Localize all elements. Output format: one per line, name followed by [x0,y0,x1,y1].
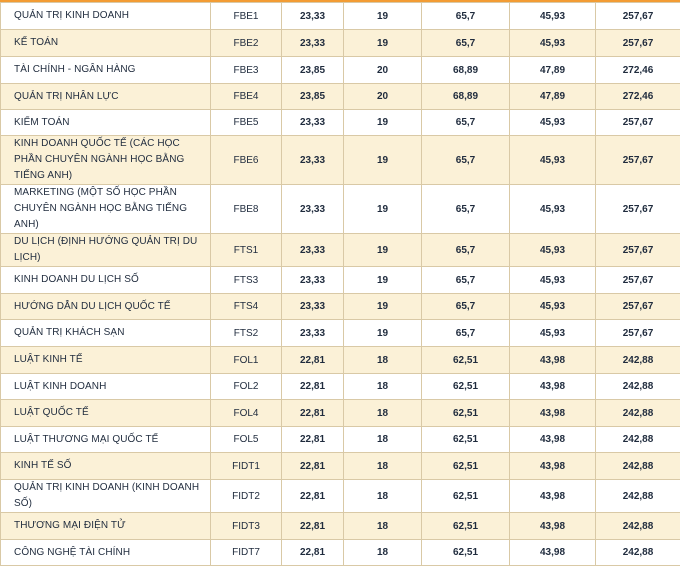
table-row [1,57,680,84]
score-cell-5: 257,67 [596,110,680,136]
score-cell-2: 19 [344,136,422,185]
major-code-cell: FBE8 [211,185,282,234]
score-cell-5: 257,67 [596,136,680,185]
score-cell-5: 257,67 [596,267,680,294]
table-row [1,400,680,427]
table-row [1,110,680,136]
score-cell-4: 43,98 [510,453,596,480]
score-cell-5: 272,46 [596,57,680,84]
score-cell-5: 242,88 [596,453,680,480]
score-cell-5: 257,67 [596,320,680,347]
score-cell-4: 43,98 [510,540,596,566]
score-cell-1: 23,33 [282,234,344,267]
score-cell-3: 68,89 [422,84,510,110]
score-cell-5: 242,88 [596,374,680,400]
score-cell-1: 23,33 [282,3,344,30]
score-cell-2: 20 [344,57,422,84]
score-cell-4: 45,93 [510,320,596,347]
score-cell-4: 43,98 [510,374,596,400]
score-cell-2: 18 [344,453,422,480]
score-cell-5: 242,88 [596,480,680,513]
major-code-cell: FIDT7 [211,540,282,566]
major-name-cell: HƯỚNG DẪN DU LỊCH QUỐC TẾ [1,294,211,320]
major-code-cell: FIDT1 [211,453,282,480]
score-cell-2: 19 [344,320,422,347]
table-row [1,480,680,513]
score-cell-1: 22,81 [282,427,344,453]
major-code-cell: FTS2 [211,320,282,347]
score-cell-2: 20 [344,84,422,110]
major-name-cell: KẾ TOÁN [1,30,211,57]
table-row [1,234,680,267]
score-cell-5: 272,46 [596,84,680,110]
score-cell-3: 65,7 [422,234,510,267]
score-cell-3: 62,51 [422,453,510,480]
score-cell-1: 22,81 [282,347,344,374]
score-cell-2: 18 [344,374,422,400]
major-name-cell: CÔNG NGHỆ TÀI CHÍNH [1,540,211,566]
score-cell-1: 22,81 [282,513,344,540]
score-cell-1: 23,33 [282,267,344,294]
major-code-cell: FTS1 [211,234,282,267]
score-cell-4: 45,93 [510,185,596,234]
score-cell-1: 22,81 [282,540,344,566]
major-code-cell: FBE4 [211,84,282,110]
score-cell-2: 19 [344,267,422,294]
table-row [1,84,680,110]
table-row [1,513,680,540]
major-code-cell: FIDT2 [211,480,282,513]
score-cell-3: 62,51 [422,347,510,374]
score-cell-2: 19 [344,110,422,136]
score-cell-5: 242,88 [596,400,680,427]
score-cell-2: 19 [344,185,422,234]
score-cell-5: 242,88 [596,513,680,540]
score-cell-3: 65,7 [422,320,510,347]
major-code-cell: FBE1 [211,3,282,30]
major-name-cell: DU LỊCH (ĐỊNH HƯỚNG QUẢN TRỊ DU LỊCH) [1,234,211,267]
score-cell-4: 45,93 [510,267,596,294]
major-code-cell: FOL2 [211,374,282,400]
major-name-cell: KIỂM TOÁN [1,110,211,136]
score-cell-3: 62,51 [422,427,510,453]
score-cell-2: 18 [344,513,422,540]
score-cell-3: 62,51 [422,374,510,400]
table-row [1,320,680,347]
score-cell-3: 65,7 [422,30,510,57]
major-name-cell: LUẬT THƯƠNG MẠI QUỐC TẾ [1,427,211,453]
score-cell-3: 65,7 [422,185,510,234]
major-code-cell: FBE5 [211,110,282,136]
major-code-cell: FBE6 [211,136,282,185]
score-table [0,2,680,566]
score-cell-5: 242,88 [596,427,680,453]
score-cell-1: 23,33 [282,136,344,185]
score-cell-2: 19 [344,234,422,267]
table-row [1,427,680,453]
table-row [1,3,680,30]
score-cell-4: 43,98 [510,480,596,513]
table-row [1,347,680,374]
major-name-cell: TÀI CHÍNH - NGÂN HÀNG [1,57,211,84]
major-code-cell: FBE2 [211,30,282,57]
major-code-cell: FTS3 [211,267,282,294]
major-name-cell: LUẬT QUỐC TẾ [1,400,211,427]
score-cell-4: 43,98 [510,513,596,540]
table-row [1,267,680,294]
major-name-cell: MARKETING (MỘT SỐ HỌC PHẦN CHUYÊN NGÀNH HỌC BẰNG TIẾNG ANH) [1,185,211,234]
table-row [1,185,680,234]
major-name-cell: KINH DOANH DU LỊCH SỐ [1,267,211,294]
score-cell-2: 19 [344,294,422,320]
major-name-cell: QUẢN TRỊ KINH DOANH [1,3,211,30]
score-cell-3: 62,51 [422,480,510,513]
score-cell-4: 45,93 [510,136,596,185]
score-cell-1: 23,33 [282,110,344,136]
score-cell-1: 23,33 [282,30,344,57]
score-cell-2: 18 [344,400,422,427]
score-cell-5: 257,67 [596,185,680,234]
table-row [1,374,680,400]
score-cell-1: 23,85 [282,57,344,84]
table-row [1,30,680,57]
score-cell-1: 23,33 [282,185,344,234]
score-cell-3: 62,51 [422,540,510,566]
major-code-cell: FOL5 [211,427,282,453]
score-cell-1: 22,81 [282,374,344,400]
major-code-cell: FTS4 [211,294,282,320]
score-cell-5: 257,67 [596,294,680,320]
major-name-cell: KINH DOANH QUỐC TẾ (CÁC HỌC PHẦN CHUYÊN NGÀNH HỌC BẰNG TIẾNG ANH) [1,136,211,185]
major-name-cell: LUẬT KINH TẾ [1,347,211,374]
score-cell-3: 65,7 [422,3,510,30]
table-body [1,3,680,566]
score-cell-5: 242,88 [596,540,680,566]
score-cell-2: 18 [344,540,422,566]
score-cell-1: 22,81 [282,453,344,480]
table-row [1,540,680,566]
major-name-cell: QUẢN TRỊ KHÁCH SẠN [1,320,211,347]
score-cell-2: 19 [344,3,422,30]
major-code-cell: FBE3 [211,57,282,84]
score-cell-5: 242,88 [596,347,680,374]
score-cell-4: 43,98 [510,427,596,453]
major-code-cell: FOL4 [211,400,282,427]
score-cell-3: 68,89 [422,57,510,84]
score-cell-1: 23,33 [282,294,344,320]
score-cell-4: 45,93 [510,234,596,267]
score-cell-4: 43,98 [510,347,596,374]
score-cell-3: 65,7 [422,267,510,294]
score-cell-5: 257,67 [596,234,680,267]
score-cell-5: 257,67 [596,3,680,30]
major-name-cell: QUẢN TRỊ NHÂN LỰC [1,84,211,110]
score-cell-3: 62,51 [422,400,510,427]
major-name-cell: KINH TẾ SỐ [1,453,211,480]
score-cell-2: 18 [344,347,422,374]
score-cell-2: 19 [344,30,422,57]
score-cell-1: 23,33 [282,320,344,347]
score-cell-3: 65,7 [422,110,510,136]
score-cell-5: 257,67 [596,30,680,57]
score-cell-1: 22,81 [282,480,344,513]
table-row [1,453,680,480]
score-cell-1: 23,85 [282,84,344,110]
table-row [1,294,680,320]
score-cell-4: 45,93 [510,30,596,57]
score-cell-4: 47,89 [510,84,596,110]
score-cell-2: 18 [344,480,422,513]
major-name-cell: LUẬT KINH DOANH [1,374,211,400]
score-cell-3: 65,7 [422,294,510,320]
score-cell-4: 43,98 [510,400,596,427]
score-cell-3: 65,7 [422,136,510,185]
score-cell-3: 62,51 [422,513,510,540]
score-cell-1: 22,81 [282,400,344,427]
score-cell-2: 18 [344,427,422,453]
major-code-cell: FOL1 [211,347,282,374]
score-cell-4: 45,93 [510,3,596,30]
score-cell-4: 45,93 [510,110,596,136]
score-cell-4: 45,93 [510,294,596,320]
score-cell-4: 47,89 [510,57,596,84]
major-code-cell: FIDT3 [211,513,282,540]
major-name-cell: THƯƠNG MẠI ĐIỆN TỬ [1,513,211,540]
table-row [1,136,680,185]
major-name-cell: QUẢN TRỊ KINH DOANH (KINH DOANH SỐ) [1,480,211,513]
